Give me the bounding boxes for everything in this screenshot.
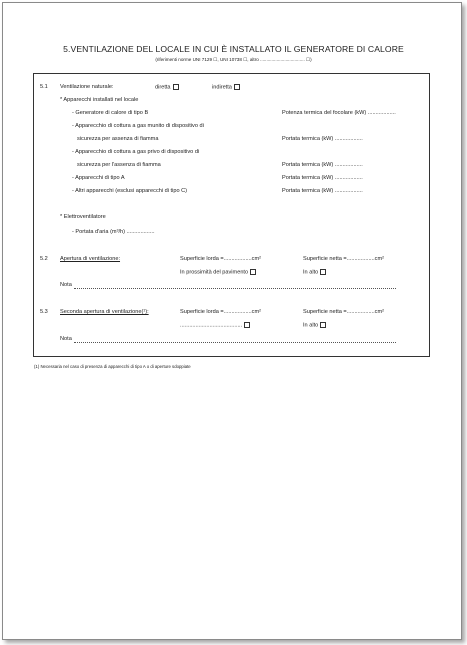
opening-gross-area-field[interactable]: Superficie lorda =..................cm² [180, 256, 261, 262]
natural-ventilation-label: Ventilazione naturale: [60, 84, 114, 90]
second-opening-gross-area-field[interactable]: Superficie lorda =..................cm² [180, 309, 261, 315]
near-floor-checkbox[interactable] [250, 269, 256, 275]
direct-label: diretta [155, 84, 171, 91]
direct-checkbox[interactable] [173, 84, 179, 90]
section-5-3-number: 5.3 [40, 309, 48, 315]
section-5-1-number: 5.1 [40, 84, 48, 90]
other-appliances-label: - Altri apparecchi (esclusi apparecchi di tipo C) [72, 188, 188, 194]
indirect-label: indiretta [212, 84, 232, 91]
note-label: Nota [60, 282, 72, 288]
type-a-appliances-label: - Apparecchi di tipo A [72, 175, 125, 181]
electric-fan-heading: * Elettroventilatore [60, 214, 106, 220]
cooker-with-safety-label-2: sicurezza per assenza di fiamma [77, 136, 159, 142]
high-position-label: In alto [303, 269, 319, 276]
cooker-with-safety-power-field[interactable]: Portata termica (kW) .................. [282, 136, 363, 142]
section-title: 5.VENTILAZIONE DEL LOCALE IN CUI È INSTALLATO IL GENERATORE DI CALORE [63, 44, 404, 54]
cooker-with-safety-label-1: - Apparecchio di cottura a gas munito di dispositivo di [72, 123, 204, 129]
near-floor-label: In prossimità del pavimento [180, 269, 249, 276]
high-position-checkbox[interactable] [320, 269, 326, 275]
second-opening-net-area-field[interactable]: Superficie netta =..................cm² [303, 309, 384, 315]
note-line[interactable] [74, 288, 396, 289]
second-opening-blank-checkbox[interactable] [244, 322, 250, 328]
air-flow-field[interactable]: - Portata d'aria (m³/h) .................. [72, 229, 155, 235]
indirect-checkbox[interactable] [234, 84, 240, 90]
second-opening-blank-field[interactable]: ........................................ [180, 322, 243, 329]
cooker-without-safety-label-2: sicurezza per l'assenza di fiamma [77, 162, 161, 168]
type-a-power-field[interactable]: Portata termica (kW) .................. [282, 175, 363, 181]
second-note-label: Nota [60, 336, 72, 342]
second-opening-label: Seconda apertura di ventilazione(¹): [60, 309, 149, 315]
section-5-2-number: 5.2 [40, 256, 48, 262]
installed-appliances-heading: * Apparecchi installati nel locale [60, 97, 139, 103]
norms-reference: (riferimenti norme UNI 7129 ☐, UNI 10738 ☐, altro ................................... ☐) [155, 57, 312, 62]
opening-net-area-field[interactable]: Superficie netta =..................cm² [303, 256, 384, 262]
generator-type-b-label: - Generatore di calore di tipo B [72, 110, 149, 116]
cooker-without-safety-power-field[interactable]: Portata termica (kW) .................. [282, 162, 363, 168]
other-appliances-power-field[interactable]: Portata termica (kW) .................. [282, 188, 363, 194]
second-high-position-label: In alto [303, 322, 319, 329]
ventilation-opening-label: Apertura di ventilazione: [60, 256, 121, 262]
hearth-power-field[interactable]: Potenza termica del focolare (kW) .................. [282, 110, 396, 116]
second-high-position-checkbox[interactable] [320, 322, 326, 328]
footnote: (1) Necessaria nel caso di presenza di apparecchi di tipo A o di aperture sdoppiate [34, 364, 191, 369]
cooker-without-safety-label-1: - Apparecchio di cottura a gas privo di dispositivo di [72, 149, 200, 155]
second-note-line[interactable] [74, 342, 396, 343]
